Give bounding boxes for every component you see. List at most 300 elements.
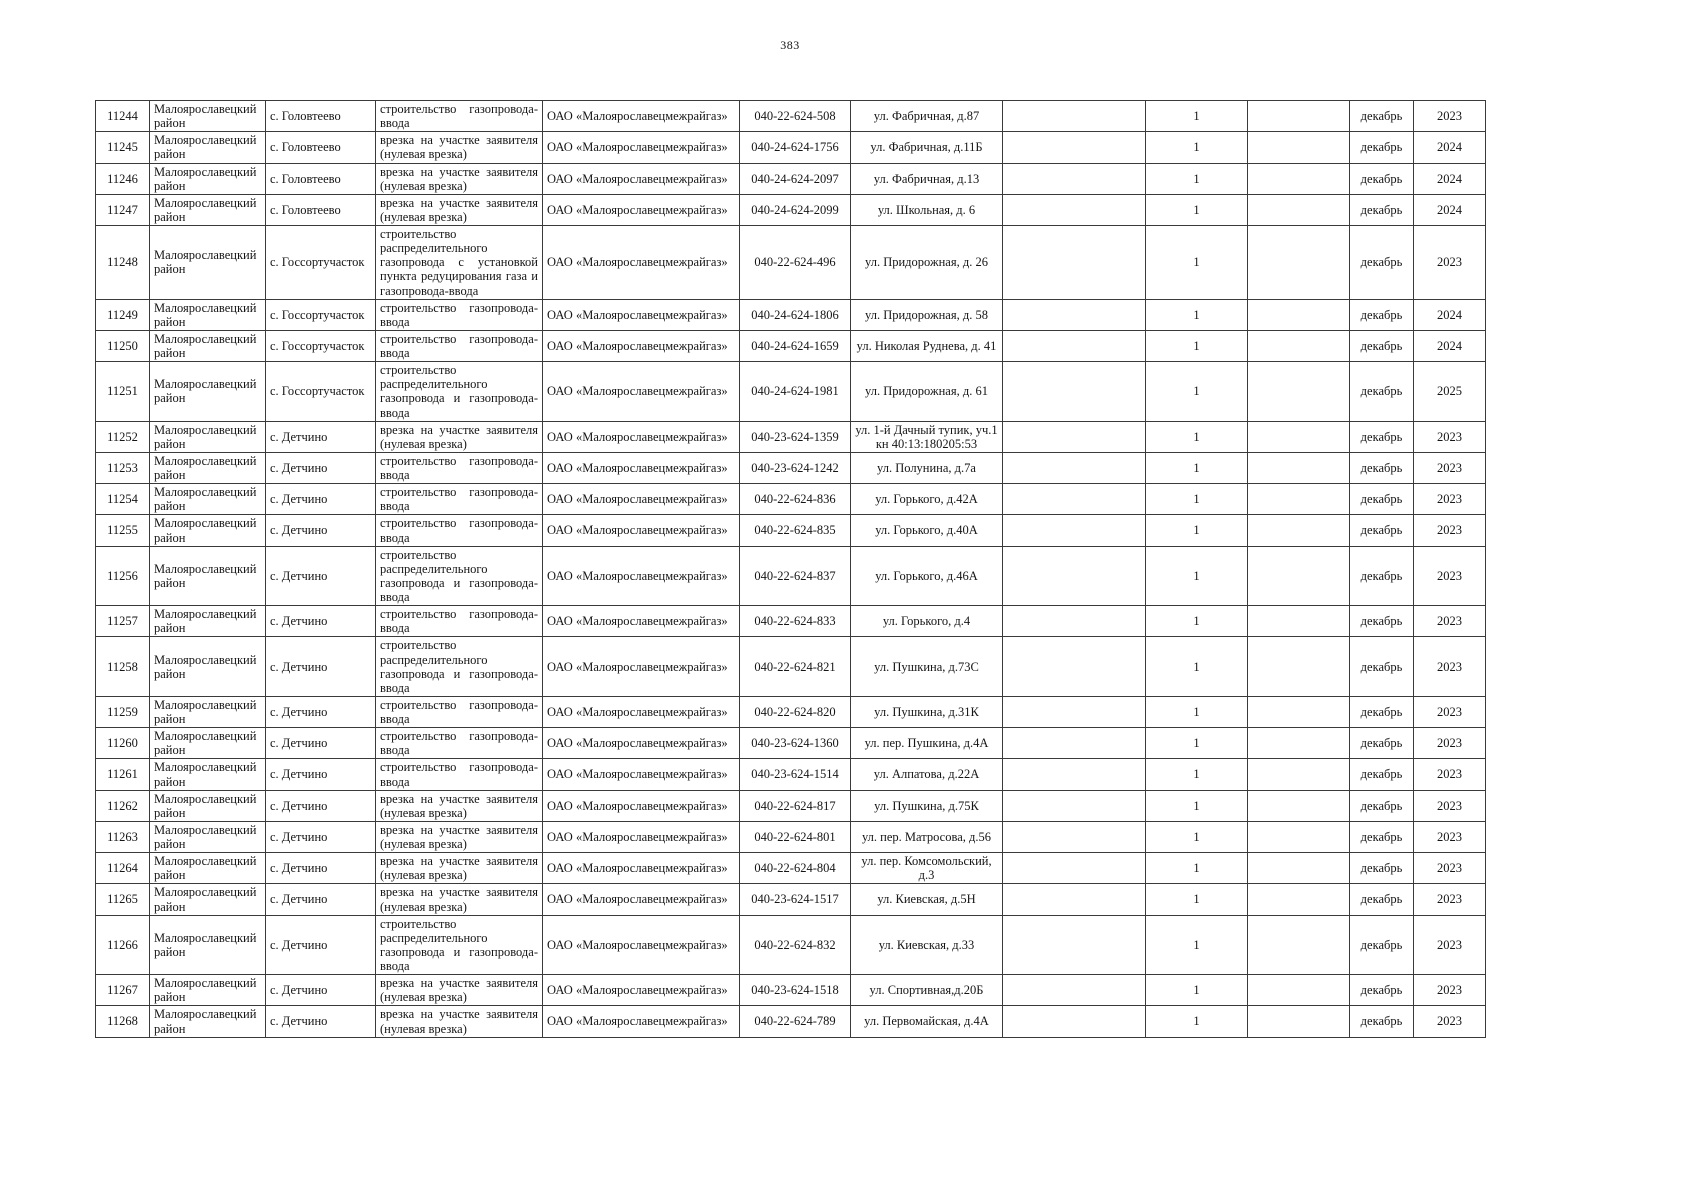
month-cell: декабрь bbox=[1350, 790, 1414, 821]
table-row bbox=[96, 330, 1486, 361]
organization-cell: ОАО «Малоярославецмежрайгаз» bbox=[543, 330, 740, 361]
year-cell: 2024 bbox=[1414, 299, 1486, 330]
table-row bbox=[96, 452, 1486, 483]
row-id-cell: 11262 bbox=[96, 790, 150, 821]
blank-cell bbox=[1248, 330, 1350, 361]
settlement-cell: с. Детчино bbox=[266, 728, 376, 759]
year-cell: 2023 bbox=[1414, 884, 1486, 915]
address-cell: ул. Горького, д.42А bbox=[851, 484, 1003, 515]
district-cell: Малоярославецкий район bbox=[150, 194, 266, 225]
month-cell: декабрь bbox=[1350, 299, 1414, 330]
request-number-cell: 040-23-624-1360 bbox=[740, 728, 851, 759]
blank-cell bbox=[1248, 1006, 1350, 1037]
district-cell: Малоярославецкий район bbox=[150, 362, 266, 422]
work-type-cell: строительство газопровода-ввода bbox=[376, 606, 543, 637]
table-row bbox=[96, 728, 1486, 759]
table-row bbox=[96, 362, 1486, 422]
month-cell: декабрь bbox=[1350, 728, 1414, 759]
blank-cell bbox=[1248, 132, 1350, 163]
quantity-cell: 1 bbox=[1146, 421, 1248, 452]
quantity-cell: 1 bbox=[1146, 759, 1248, 790]
address-cell: ул. Первомайская, д.4А bbox=[851, 1006, 1003, 1037]
organization-cell: ОАО «Малоярославецмежрайгаз» bbox=[543, 606, 740, 637]
request-number-cell: 040-23-624-1514 bbox=[740, 759, 851, 790]
request-number-cell: 040-22-624-801 bbox=[740, 821, 851, 852]
month-cell: декабрь bbox=[1350, 884, 1414, 915]
month-cell: декабрь bbox=[1350, 1006, 1414, 1037]
year-cell: 2023 bbox=[1414, 452, 1486, 483]
district-cell: Малоярославецкий район bbox=[150, 515, 266, 546]
table-row bbox=[96, 194, 1486, 225]
district-cell: Малоярославецкий район bbox=[150, 163, 266, 194]
table-row bbox=[96, 484, 1486, 515]
district-cell: Малоярославецкий район bbox=[150, 853, 266, 884]
year-cell: 2023 bbox=[1414, 101, 1486, 132]
work-type-cell: строительство газопровода-ввода bbox=[376, 101, 543, 132]
district-cell: Малоярославецкий район bbox=[150, 1006, 266, 1037]
work-type-cell: строительство распределительного газопровода и газопровода-ввода bbox=[376, 915, 543, 975]
row-id-cell: 11263 bbox=[96, 821, 150, 852]
row-id-cell: 11255 bbox=[96, 515, 150, 546]
blank-cell bbox=[1248, 790, 1350, 821]
blank-cell bbox=[1003, 853, 1146, 884]
district-cell: Малоярославецкий район bbox=[150, 728, 266, 759]
year-cell: 2023 bbox=[1414, 975, 1486, 1006]
year-cell: 2023 bbox=[1414, 853, 1486, 884]
records-table bbox=[95, 100, 1486, 1038]
quantity-cell: 1 bbox=[1146, 226, 1248, 300]
request-number-cell: 040-22-624-821 bbox=[740, 637, 851, 697]
blank-cell bbox=[1248, 853, 1350, 884]
blank-cell bbox=[1248, 637, 1350, 697]
district-cell: Малоярославецкий район bbox=[150, 452, 266, 483]
blank-cell bbox=[1003, 821, 1146, 852]
settlement-cell: с. Детчино bbox=[266, 696, 376, 727]
quantity-cell: 1 bbox=[1146, 299, 1248, 330]
month-cell: декабрь bbox=[1350, 915, 1414, 975]
year-cell: 2023 bbox=[1414, 226, 1486, 300]
table-row bbox=[96, 515, 1486, 546]
table-row bbox=[96, 1006, 1486, 1037]
row-id-cell: 11250 bbox=[96, 330, 150, 361]
blank-cell bbox=[1003, 728, 1146, 759]
work-type-cell: строительство газопровода-ввода bbox=[376, 452, 543, 483]
blank-cell bbox=[1003, 330, 1146, 361]
request-number-cell: 040-22-624-832 bbox=[740, 915, 851, 975]
year-cell: 2025 bbox=[1414, 362, 1486, 422]
quantity-cell: 1 bbox=[1146, 975, 1248, 1006]
request-number-cell: 040-24-624-1981 bbox=[740, 362, 851, 422]
address-cell: ул. Полунина, д.7а bbox=[851, 452, 1003, 483]
quantity-cell: 1 bbox=[1146, 515, 1248, 546]
blank-cell bbox=[1248, 728, 1350, 759]
organization-cell: ОАО «Малоярославецмежрайгаз» bbox=[543, 790, 740, 821]
request-number-cell: 040-22-624-820 bbox=[740, 696, 851, 727]
address-cell: ул. Придорожная, д. 58 bbox=[851, 299, 1003, 330]
address-cell: ул. Фабричная, д.13 bbox=[851, 163, 1003, 194]
table-row bbox=[96, 101, 1486, 132]
year-cell: 2024 bbox=[1414, 194, 1486, 225]
address-cell: ул. пер. Комсомольский, д.3 bbox=[851, 853, 1003, 884]
blank-cell bbox=[1248, 226, 1350, 300]
request-number-cell: 040-24-624-2099 bbox=[740, 194, 851, 225]
blank-cell bbox=[1003, 606, 1146, 637]
request-number-cell: 040-24-624-1806 bbox=[740, 299, 851, 330]
year-cell: 2023 bbox=[1414, 696, 1486, 727]
row-id-cell: 11264 bbox=[96, 853, 150, 884]
year-cell: 2023 bbox=[1414, 421, 1486, 452]
blank-cell bbox=[1003, 452, 1146, 483]
table-row bbox=[96, 975, 1486, 1006]
work-type-cell: врезка на участке заявителя (нулевая врезка) bbox=[376, 132, 543, 163]
year-cell: 2024 bbox=[1414, 132, 1486, 163]
request-number-cell: 040-22-624-508 bbox=[740, 101, 851, 132]
organization-cell: ОАО «Малоярославецмежрайгаз» bbox=[543, 421, 740, 452]
month-cell: декабрь bbox=[1350, 101, 1414, 132]
settlement-cell: с. Детчино bbox=[266, 484, 376, 515]
blank-cell bbox=[1003, 884, 1146, 915]
blank-cell bbox=[1003, 915, 1146, 975]
month-cell: декабрь bbox=[1350, 696, 1414, 727]
district-cell: Малоярославецкий район bbox=[150, 330, 266, 361]
blank-cell bbox=[1003, 226, 1146, 300]
blank-cell bbox=[1003, 163, 1146, 194]
work-type-cell: строительство распределительного газопровода и газопровода-ввода bbox=[376, 637, 543, 697]
work-type-cell: строительство газопровода-ввода bbox=[376, 759, 543, 790]
year-cell: 2024 bbox=[1414, 330, 1486, 361]
month-cell: декабрь bbox=[1350, 546, 1414, 606]
settlement-cell: с. Детчино bbox=[266, 546, 376, 606]
table-row bbox=[96, 696, 1486, 727]
work-type-cell: врезка на участке заявителя (нулевая врезка) bbox=[376, 975, 543, 1006]
organization-cell: ОАО «Малоярославецмежрайгаз» bbox=[543, 194, 740, 225]
row-id-cell: 11265 bbox=[96, 884, 150, 915]
row-id-cell: 11259 bbox=[96, 696, 150, 727]
district-cell: Малоярославецкий район bbox=[150, 606, 266, 637]
organization-cell: ОАО «Малоярославецмежрайгаз» bbox=[543, 101, 740, 132]
month-cell: декабрь bbox=[1350, 637, 1414, 697]
year-cell: 2023 bbox=[1414, 637, 1486, 697]
organization-cell: ОАО «Малоярославецмежрайгаз» bbox=[543, 915, 740, 975]
work-type-cell: строительство газопровода-ввода bbox=[376, 728, 543, 759]
address-cell: ул. Горького, д.40А bbox=[851, 515, 1003, 546]
settlement-cell: с. Детчино bbox=[266, 884, 376, 915]
month-cell: декабрь bbox=[1350, 452, 1414, 483]
year-cell: 2024 bbox=[1414, 163, 1486, 194]
request-number-cell: 040-22-624-835 bbox=[740, 515, 851, 546]
request-number-cell: 040-22-624-833 bbox=[740, 606, 851, 637]
blank-cell bbox=[1003, 132, 1146, 163]
row-id-cell: 11249 bbox=[96, 299, 150, 330]
year-cell: 2023 bbox=[1414, 546, 1486, 606]
month-cell: декабрь bbox=[1350, 515, 1414, 546]
records-table-container bbox=[95, 100, 1487, 1038]
blank-cell bbox=[1248, 101, 1350, 132]
request-number-cell: 040-22-624-789 bbox=[740, 1006, 851, 1037]
blank-cell bbox=[1003, 484, 1146, 515]
blank-cell bbox=[1248, 915, 1350, 975]
settlement-cell: с. Госсортучасток bbox=[266, 362, 376, 422]
settlement-cell: с. Детчино bbox=[266, 421, 376, 452]
blank-cell bbox=[1003, 1006, 1146, 1037]
month-cell: декабрь bbox=[1350, 163, 1414, 194]
blank-cell bbox=[1248, 821, 1350, 852]
table-row bbox=[96, 132, 1486, 163]
blank-cell bbox=[1003, 637, 1146, 697]
quantity-cell: 1 bbox=[1146, 362, 1248, 422]
month-cell: декабрь bbox=[1350, 821, 1414, 852]
table-row bbox=[96, 853, 1486, 884]
settlement-cell: с. Госсортучасток bbox=[266, 226, 376, 300]
address-cell: ул. Фабричная, д.87 bbox=[851, 101, 1003, 132]
work-type-cell: врезка на участке заявителя (нулевая врезка) bbox=[376, 163, 543, 194]
address-cell: ул. Пушкина, д.73С bbox=[851, 637, 1003, 697]
table-row bbox=[96, 226, 1486, 300]
address-cell: ул. Пушкина, д.75К bbox=[851, 790, 1003, 821]
settlement-cell: с. Детчино bbox=[266, 853, 376, 884]
organization-cell: ОАО «Малоярославецмежрайгаз» bbox=[543, 821, 740, 852]
blank-cell bbox=[1003, 790, 1146, 821]
work-type-cell: врезка на участке заявителя (нулевая врезка) bbox=[376, 1006, 543, 1037]
request-number-cell: 040-24-624-2097 bbox=[740, 163, 851, 194]
quantity-cell: 1 bbox=[1146, 853, 1248, 884]
work-type-cell: строительство газопровода-ввода bbox=[376, 330, 543, 361]
district-cell: Малоярославецкий район bbox=[150, 696, 266, 727]
records-table-body bbox=[96, 101, 1486, 1038]
blank-cell bbox=[1248, 884, 1350, 915]
blank-cell bbox=[1003, 759, 1146, 790]
settlement-cell: с. Детчино bbox=[266, 821, 376, 852]
blank-cell bbox=[1003, 362, 1146, 422]
settlement-cell: с. Детчино bbox=[266, 452, 376, 483]
settlement-cell: с. Детчино bbox=[266, 975, 376, 1006]
request-number-cell: 040-23-624-1518 bbox=[740, 975, 851, 1006]
quantity-cell: 1 bbox=[1146, 728, 1248, 759]
organization-cell: ОАО «Малоярославецмежрайгаз» bbox=[543, 1006, 740, 1037]
quantity-cell: 1 bbox=[1146, 915, 1248, 975]
organization-cell: ОАО «Малоярославецмежрайгаз» bbox=[543, 226, 740, 300]
year-cell: 2023 bbox=[1414, 606, 1486, 637]
quantity-cell: 1 bbox=[1146, 884, 1248, 915]
table-row bbox=[96, 163, 1486, 194]
table-row bbox=[96, 759, 1486, 790]
month-cell: декабрь bbox=[1350, 975, 1414, 1006]
quantity-cell: 1 bbox=[1146, 821, 1248, 852]
district-cell: Малоярославецкий район bbox=[150, 484, 266, 515]
work-type-cell: врезка на участке заявителя (нулевая врезка) bbox=[376, 194, 543, 225]
district-cell: Малоярославецкий район bbox=[150, 132, 266, 163]
blank-cell bbox=[1003, 101, 1146, 132]
row-id-cell: 11248 bbox=[96, 226, 150, 300]
blank-cell bbox=[1248, 759, 1350, 790]
row-id-cell: 11257 bbox=[96, 606, 150, 637]
blank-cell bbox=[1003, 421, 1146, 452]
table-row bbox=[96, 299, 1486, 330]
settlement-cell: с. Головтеево bbox=[266, 101, 376, 132]
address-cell: ул. Фабричная, д.11Б bbox=[851, 132, 1003, 163]
organization-cell: ОАО «Малоярославецмежрайгаз» bbox=[543, 163, 740, 194]
month-cell: декабрь bbox=[1350, 330, 1414, 361]
blank-cell bbox=[1003, 546, 1146, 606]
settlement-cell: с. Головтеево bbox=[266, 132, 376, 163]
address-cell: ул. 1-й Дачный тупик, уч.1 кн 40:13:180205:53 bbox=[851, 421, 1003, 452]
work-type-cell: строительство распределительного газопровода и газопровода-ввода bbox=[376, 546, 543, 606]
quantity-cell: 1 bbox=[1146, 1006, 1248, 1037]
blank-cell bbox=[1003, 515, 1146, 546]
settlement-cell: с. Детчино bbox=[266, 515, 376, 546]
request-number-cell: 040-24-624-1659 bbox=[740, 330, 851, 361]
quantity-cell: 1 bbox=[1146, 330, 1248, 361]
work-type-cell: строительство распределительного газопровода и газопровода-ввода bbox=[376, 362, 543, 422]
address-cell: ул. пер. Матросова, д.56 bbox=[851, 821, 1003, 852]
work-type-cell: строительство газопровода-ввода bbox=[376, 299, 543, 330]
blank-cell bbox=[1003, 194, 1146, 225]
address-cell: ул. Киевская, д.33 bbox=[851, 915, 1003, 975]
blank-cell bbox=[1248, 421, 1350, 452]
organization-cell: ОАО «Малоярославецмежрайгаз» bbox=[543, 515, 740, 546]
quantity-cell: 1 bbox=[1146, 606, 1248, 637]
work-type-cell: врезка на участке заявителя (нулевая врезка) bbox=[376, 790, 543, 821]
row-id-cell: 11253 bbox=[96, 452, 150, 483]
quantity-cell: 1 bbox=[1146, 132, 1248, 163]
table-row bbox=[96, 790, 1486, 821]
blank-cell bbox=[1248, 362, 1350, 422]
month-cell: декабрь bbox=[1350, 132, 1414, 163]
year-cell: 2023 bbox=[1414, 484, 1486, 515]
quantity-cell: 1 bbox=[1146, 484, 1248, 515]
work-type-cell: строительство газопровода-ввода bbox=[376, 484, 543, 515]
work-type-cell: врезка на участке заявителя (нулевая врезка) bbox=[376, 884, 543, 915]
settlement-cell: с. Детчино bbox=[266, 637, 376, 697]
address-cell: ул. Придорожная, д. 61 bbox=[851, 362, 1003, 422]
year-cell: 2023 bbox=[1414, 515, 1486, 546]
address-cell: ул. Школьная, д. 6 bbox=[851, 194, 1003, 225]
row-id-cell: 11268 bbox=[96, 1006, 150, 1037]
work-type-cell: строительство распределительного газопровода с установкой пункта редуцирования газа и газопровода-ввода bbox=[376, 226, 543, 300]
district-cell: Малоярославецкий район bbox=[150, 975, 266, 1006]
district-cell: Малоярославецкий район bbox=[150, 915, 266, 975]
settlement-cell: с. Детчино bbox=[266, 790, 376, 821]
table-row bbox=[96, 637, 1486, 697]
work-type-cell: врезка на участке заявителя (нулевая врезка) bbox=[376, 853, 543, 884]
organization-cell: ОАО «Малоярославецмежрайгаз» bbox=[543, 546, 740, 606]
blank-cell bbox=[1003, 975, 1146, 1006]
row-id-cell: 11246 bbox=[96, 163, 150, 194]
address-cell: ул. Горького, д.4 bbox=[851, 606, 1003, 637]
blank-cell bbox=[1248, 163, 1350, 194]
year-cell: 2023 bbox=[1414, 759, 1486, 790]
district-cell: Малоярославецкий район bbox=[150, 821, 266, 852]
month-cell: декабрь bbox=[1350, 362, 1414, 422]
year-cell: 2023 bbox=[1414, 1006, 1486, 1037]
work-type-cell: врезка на участке заявителя (нулевая врезка) bbox=[376, 421, 543, 452]
address-cell: ул. Придорожная, д. 26 bbox=[851, 226, 1003, 300]
organization-cell: ОАО «Малоярославецмежрайгаз» bbox=[543, 884, 740, 915]
month-cell: декабрь bbox=[1350, 853, 1414, 884]
month-cell: декабрь bbox=[1350, 759, 1414, 790]
address-cell: ул. Киевская, д.5Н bbox=[851, 884, 1003, 915]
quantity-cell: 1 bbox=[1146, 696, 1248, 727]
year-cell: 2023 bbox=[1414, 728, 1486, 759]
address-cell: ул. Спортивная,д.20Б bbox=[851, 975, 1003, 1006]
request-number-cell: 040-22-624-804 bbox=[740, 853, 851, 884]
district-cell: Малоярославецкий район bbox=[150, 884, 266, 915]
district-cell: Малоярославецкий район bbox=[150, 759, 266, 790]
table-row bbox=[96, 421, 1486, 452]
row-id-cell: 11260 bbox=[96, 728, 150, 759]
address-cell: ул. Алпатова, д.22А bbox=[851, 759, 1003, 790]
row-id-cell: 11252 bbox=[96, 421, 150, 452]
quantity-cell: 1 bbox=[1146, 546, 1248, 606]
district-cell: Малоярославецкий район bbox=[150, 546, 266, 606]
organization-cell: ОАО «Малоярославецмежрайгаз» bbox=[543, 132, 740, 163]
district-cell: Малоярославецкий район bbox=[150, 101, 266, 132]
work-type-cell: врезка на участке заявителя (нулевая врезка) bbox=[376, 821, 543, 852]
organization-cell: ОАО «Малоярославецмежрайгаз» bbox=[543, 853, 740, 884]
blank-cell bbox=[1003, 299, 1146, 330]
settlement-cell: с. Головтеево bbox=[266, 163, 376, 194]
organization-cell: ОАО «Малоярославецмежрайгаз» bbox=[543, 484, 740, 515]
address-cell: ул. Пушкина, д.31К bbox=[851, 696, 1003, 727]
district-cell: Малоярославецкий район bbox=[150, 421, 266, 452]
quantity-cell: 1 bbox=[1146, 637, 1248, 697]
month-cell: декабрь bbox=[1350, 194, 1414, 225]
request-number-cell: 040-22-624-496 bbox=[740, 226, 851, 300]
year-cell: 2023 bbox=[1414, 915, 1486, 975]
work-type-cell: строительство газопровода-ввода bbox=[376, 696, 543, 727]
quantity-cell: 1 bbox=[1146, 452, 1248, 483]
quantity-cell: 1 bbox=[1146, 790, 1248, 821]
address-cell: ул. Горького, д.46А bbox=[851, 546, 1003, 606]
district-cell: Малоярославецкий район bbox=[150, 790, 266, 821]
blank-cell bbox=[1248, 606, 1350, 637]
blank-cell bbox=[1248, 515, 1350, 546]
settlement-cell: с. Госсортучасток bbox=[266, 299, 376, 330]
table-row bbox=[96, 884, 1486, 915]
table-row bbox=[96, 606, 1486, 637]
row-id-cell: 11247 bbox=[96, 194, 150, 225]
year-cell: 2023 bbox=[1414, 821, 1486, 852]
settlement-cell: с. Детчино bbox=[266, 1006, 376, 1037]
row-id-cell: 11244 bbox=[96, 101, 150, 132]
organization-cell: ОАО «Малоярославецмежрайгаз» bbox=[543, 975, 740, 1006]
blank-cell bbox=[1248, 452, 1350, 483]
settlement-cell: с. Головтеево bbox=[266, 194, 376, 225]
blank-cell bbox=[1248, 546, 1350, 606]
blank-cell bbox=[1248, 975, 1350, 1006]
organization-cell: ОАО «Малоярославецмежрайгаз» bbox=[543, 362, 740, 422]
request-number-cell: 040-23-624-1517 bbox=[740, 884, 851, 915]
blank-cell bbox=[1003, 696, 1146, 727]
organization-cell: ОАО «Малоярославецмежрайгаз» bbox=[543, 759, 740, 790]
work-type-cell: строительство газопровода-ввода bbox=[376, 515, 543, 546]
request-number-cell: 040-22-624-817 bbox=[740, 790, 851, 821]
quantity-cell: 1 bbox=[1146, 101, 1248, 132]
organization-cell: ОАО «Малоярославецмежрайгаз» bbox=[543, 452, 740, 483]
month-cell: декабрь bbox=[1350, 421, 1414, 452]
settlement-cell: с. Детчино bbox=[266, 606, 376, 637]
organization-cell: ОАО «Малоярославецмежрайгаз» bbox=[543, 728, 740, 759]
row-id-cell: 11245 bbox=[96, 132, 150, 163]
settlement-cell: с. Детчино bbox=[266, 915, 376, 975]
request-number-cell: 040-22-624-837 bbox=[740, 546, 851, 606]
address-cell: ул. пер. Пушкина, д.4А bbox=[851, 728, 1003, 759]
month-cell: декабрь bbox=[1350, 484, 1414, 515]
blank-cell bbox=[1248, 299, 1350, 330]
row-id-cell: 11256 bbox=[96, 546, 150, 606]
page-number: 383 bbox=[780, 38, 800, 52]
district-cell: Малоярославецкий район bbox=[150, 637, 266, 697]
